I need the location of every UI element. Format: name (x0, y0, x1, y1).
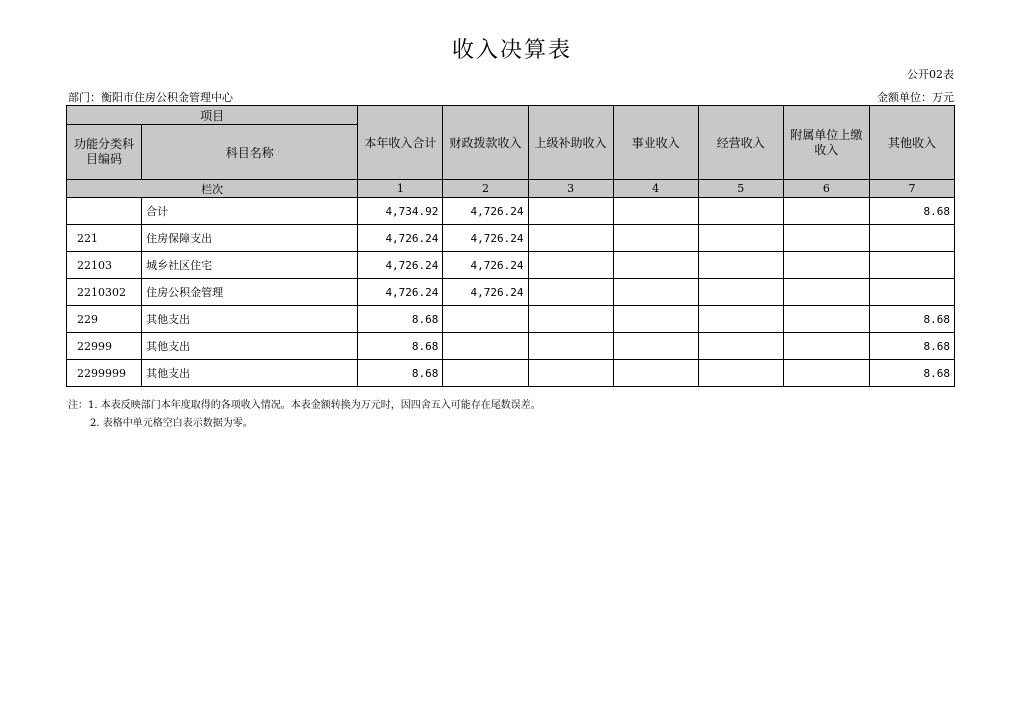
header-col-business: 事业收入 (613, 106, 698, 180)
note-2: 2. 表格中单元格空白表示数据为零。 (90, 418, 253, 429)
amount-cell: 4,726.24 (358, 225, 443, 252)
subject-code-cell: 221 (67, 225, 142, 252)
report-title: 收入决算表 (451, 38, 572, 63)
amount-cell (869, 279, 954, 306)
amount-cell (869, 252, 954, 279)
amount-cell (783, 333, 869, 360)
amount-cell: 8.68 (358, 306, 443, 333)
amount-cell (783, 198, 869, 225)
amount-cell (613, 306, 698, 333)
subject-code-cell (67, 198, 142, 225)
amount-cell (613, 198, 698, 225)
index-cell: 1 (358, 180, 443, 198)
subject-code-cell: 2299999 (67, 360, 142, 387)
amount-cell (613, 279, 698, 306)
amount-cell: 8.68 (869, 198, 954, 225)
amount-cell (869, 225, 954, 252)
header-col-fiscal: 财政拨款收入 (443, 106, 528, 180)
header-col-operating: 经营收入 (698, 106, 783, 180)
header-code: 功能分类科目编码 (67, 125, 142, 180)
amount-cell (528, 333, 613, 360)
index-cell: 5 (698, 180, 783, 198)
table-row (67, 225, 955, 252)
table-body (67, 198, 955, 387)
amount-cell (613, 252, 698, 279)
note-1: 注：1. 本表反映部门本年度取得的各项收入情况。本表金额转换为万元时，因四舍五入可能存在尾数误差。 (68, 400, 541, 411)
table-row (67, 360, 955, 387)
amount-cell: 8.68 (358, 333, 443, 360)
amount-cell: 4,726.24 (443, 225, 528, 252)
amount-cell (613, 225, 698, 252)
amount-cell (698, 279, 783, 306)
amount-cell (443, 333, 528, 360)
subject-name-cell: 其他支出 (142, 360, 358, 387)
amount-cell (698, 225, 783, 252)
amount-cell: 8.68 (869, 360, 954, 387)
amount-cell (698, 252, 783, 279)
amount-unit-label: 金额单位：万元 (877, 91, 954, 104)
amount-cell (443, 306, 528, 333)
subject-name-cell: 其他支出 (142, 306, 358, 333)
amount-cell (528, 198, 613, 225)
amount-cell: 4,726.24 (443, 279, 528, 306)
amount-cell (783, 306, 869, 333)
subject-code-cell: 2210302 (67, 279, 142, 306)
form-number: 公开02表 (907, 68, 954, 81)
table-row (67, 252, 955, 279)
amount-cell (613, 333, 698, 360)
table-row (67, 306, 955, 333)
amount-cell (528, 306, 613, 333)
index-cell: 2 (443, 180, 528, 198)
subject-code-cell: 229 (67, 306, 142, 333)
amount-cell (698, 306, 783, 333)
amount-cell: 8.68 (869, 333, 954, 360)
table-row (67, 279, 955, 306)
amount-cell: 4,726.24 (358, 279, 443, 306)
subject-code-cell: 22999 (67, 333, 142, 360)
amount-cell (698, 198, 783, 225)
header-name: 科目名称 (142, 125, 358, 180)
amount-cell (783, 360, 869, 387)
subject-code-cell: 22103 (67, 252, 142, 279)
index-cell: 4 (613, 180, 698, 198)
header-col-affiliate: 附属单位上缴收入 (783, 106, 869, 180)
amount-cell: 8.68 (869, 306, 954, 333)
header-col-total: 本年收入合计 (358, 106, 443, 180)
notes (68, 397, 541, 433)
subject-name-cell: 城乡社区住宅 (142, 252, 358, 279)
amount-cell (528, 252, 613, 279)
amount-cell (528, 225, 613, 252)
amount-cell: 4,726.24 (358, 252, 443, 279)
subject-name-cell: 合计 (142, 198, 358, 225)
amount-cell: 4,726.24 (443, 198, 528, 225)
amount-cell (528, 279, 613, 306)
header-project: 项目 (67, 106, 358, 125)
amount-cell (783, 225, 869, 252)
header-col-superior-subsidy: 上级补助收入 (528, 106, 613, 180)
amount-cell: 4,734.92 (358, 198, 443, 225)
amount-cell: 4,726.24 (443, 252, 528, 279)
table-row (67, 198, 955, 225)
amount-cell (783, 252, 869, 279)
index-cell: 3 (528, 180, 613, 198)
amount-cell: 8.68 (358, 360, 443, 387)
amount-cell (613, 360, 698, 387)
table-row (67, 333, 955, 360)
income-final-accounts-table (66, 105, 955, 387)
amount-cell (698, 360, 783, 387)
subject-name-cell: 其他支出 (142, 333, 358, 360)
department-label: 部门：衡阳市住房公积金管理中心 (68, 91, 233, 104)
amount-cell (698, 333, 783, 360)
amount-cell (443, 360, 528, 387)
amount-cell (783, 279, 869, 306)
header-col-other: 其他收入 (869, 106, 954, 180)
subject-name-cell: 住房公积金管理 (142, 279, 358, 306)
index-cell: 6 (783, 180, 869, 198)
amount-cell (528, 360, 613, 387)
subject-name-cell: 住房保障支出 (142, 225, 358, 252)
index-cell: 7 (869, 180, 954, 198)
index-label: 栏次 (67, 180, 358, 198)
